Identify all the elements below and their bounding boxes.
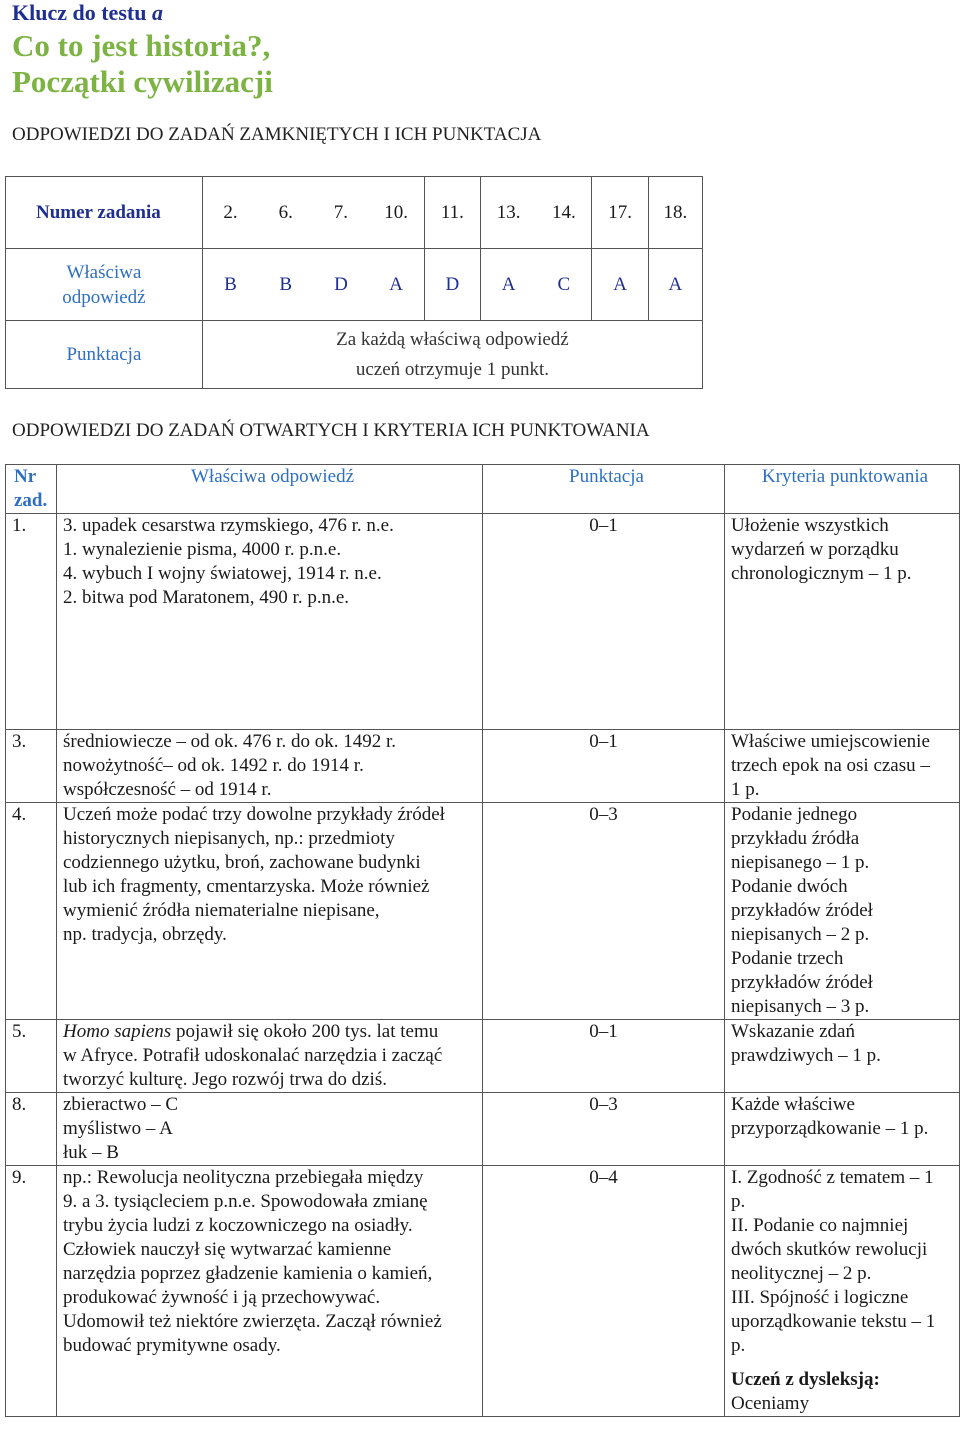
table-row <box>6 730 960 803</box>
task-nr: 8. <box>6 1093 57 1166</box>
answer-letter: D <box>424 249 480 321</box>
points-cell: 0–1 <box>483 1020 725 1093</box>
scoring-label: Punktacja <box>6 321 203 389</box>
points-cell: 0–3 <box>483 803 725 1020</box>
closed-section-heading: ODPOWIEDZI DO ZADAŃ ZAMKNIĘTYCH I ICH PUNKTACJA <box>12 124 542 145</box>
criteria-cell: I. Zgodność z tematem – 1 p. II. Podanie co najmniej dwóch skutków rewolucji neolitycznej – 2 p. III. Spójność i logiczne uporządkowanie tekstu – 1 p. Uczeń z dysleksją: Oceniamy <box>725 1166 960 1417</box>
task-number: 11. <box>424 177 480 249</box>
criteria-cell: Właściwe umiejscowienie trzech epok na osi czasu – 1 p. <box>725 730 960 803</box>
criteria-cell: Ułożenie wszystkich wydarzeń w porządku chronologicznym – 1 p. <box>725 514 960 730</box>
criteria-cell: Wskazanie zdań prawdziwych – 1 p. <box>725 1020 960 1093</box>
task-nr: 5. <box>6 1020 57 1093</box>
scoring-rule: Za każdą właściwą odpowiedź uczeń otrzymuje 1 punkt. <box>202 321 702 389</box>
closed-answers-table <box>5 176 703 389</box>
criteria-cell: Każde właściwe przyporządkowanie – 1 p. <box>725 1093 960 1166</box>
answer-letter: A <box>648 249 702 321</box>
page-title-line2: Początki cywilizacji <box>12 64 273 99</box>
answer-letter: B <box>202 249 258 321</box>
answer-letter: A <box>592 249 648 321</box>
answer-letter: B <box>258 249 313 321</box>
task-nr: 4. <box>6 803 57 1020</box>
answer-letter: A <box>369 249 425 321</box>
table-row <box>6 514 960 730</box>
page-title-line1: Co to jest historia?, <box>12 28 271 63</box>
col-criteria: Kryteria punktowania <box>725 465 960 514</box>
scoring-row <box>6 321 703 389</box>
task-number: 6. <box>258 177 313 249</box>
answer-cell: np.: Rewolucja neolityczna przebiegała między 9. a 3. tysiącleciem p.n.e. Spowodowała zmianę trybu życia ludzi z koczowniczego na osiadły. Człowiek nauczył się wytwarzać kamienne narzędzia poprzez gładzenie kamienia o kamień, produkować żywność i ją przechowywać. Udomowił też niektóre zwierzęta. Zaczął również budować prymitywne osady. <box>57 1166 483 1417</box>
task-number: 14. <box>536 177 592 249</box>
open-table-header <box>6 465 960 514</box>
task-nr: 1. <box>6 514 57 730</box>
task-number: 13. <box>481 177 537 249</box>
points-cell: 0–4 <box>483 1166 725 1417</box>
task-number: 7. <box>313 177 368 249</box>
table-row <box>6 1093 960 1166</box>
species-name: Homo sapiens <box>63 1021 172 1042</box>
col-correct-answer: Właściwa odpowiedź <box>57 465 483 514</box>
open-answers-table <box>5 464 960 1417</box>
table-row <box>6 1020 960 1093</box>
answer-letter: A <box>481 249 537 321</box>
table-row <box>6 1166 960 1417</box>
dyslexia-note: Uczeń z dysleksją: <box>731 1369 880 1390</box>
task-numbers-label: Numer zadania <box>6 177 203 249</box>
answers-row <box>6 249 703 321</box>
task-nr: 3. <box>6 730 57 803</box>
task-numbers-row <box>6 177 703 249</box>
table-row <box>6 803 960 1020</box>
answer-cell: Uczeń może podać trzy dowolne przykłady źródeł historycznych niepisanych, np.: przedmioty codziennego użytku, broń, zachowane budynki lub ich fragmenty, cmentarzyska. Może również wymienić źródła niematerialne niepisane, np. tradycja, obrzędy. <box>57 803 483 1020</box>
answer-key-label: Klucz do testu a <box>12 0 163 25</box>
task-number: 10. <box>369 177 425 249</box>
task-number: 18. <box>648 177 702 249</box>
answer-letter: C <box>536 249 592 321</box>
answer-cell: 3. upadek cesarstwa rzymskiego, 476 r. n.e. 1. wynalezienie pisma, 4000 r. p.n.e. 4. wybuch I wojny światowej, 1914 r. n.e. 2. bitwa pod Maratonem, 490 r. p.n.e. <box>57 514 483 730</box>
answer-cell: Homo sapiens pojawił się około 200 tys. lat temu w Afryce. Potrafił udoskonalać narzędzia i zacząć tworzyć kulturę. Jego rozwój trwa do dziś. <box>57 1020 483 1093</box>
answers-label: Właściwa odpowiedź <box>6 249 203 321</box>
answer-cell: średniowiecze – od ok. 476 r. do ok. 1492 r. nowożytność– od ok. 1492 r. do 1914 r. współczesność – od 1914 r. <box>57 730 483 803</box>
points-cell: 0–1 <box>483 730 725 803</box>
criteria-cell: Podanie jednego przykładu źródła niepisanego – 1 p. Podanie dwóch przykładów źródeł niepisanych – 2 p. Podanie trzech przykładów źródeł niepisanych – 3 p. <box>725 803 960 1020</box>
task-nr: 9. <box>6 1166 57 1417</box>
answer-cell: zbieractwo – C myślistwo – A łuk – B <box>57 1093 483 1166</box>
answer-letter: D <box>313 249 368 321</box>
open-section-heading: ODPOWIEDZI DO ZADAŃ OTWARTYCH I KRYTERIA ICH PUNKTOWANIA <box>12 420 650 441</box>
points-cell: 0–1 <box>483 514 725 730</box>
col-scoring: Punktacja <box>483 465 725 514</box>
key-variant: a <box>151 0 163 25</box>
col-task-number: Nr zad. <box>6 465 57 514</box>
task-number: 17. <box>592 177 648 249</box>
points-cell: 0–3 <box>483 1093 725 1166</box>
task-number: 2. <box>202 177 258 249</box>
